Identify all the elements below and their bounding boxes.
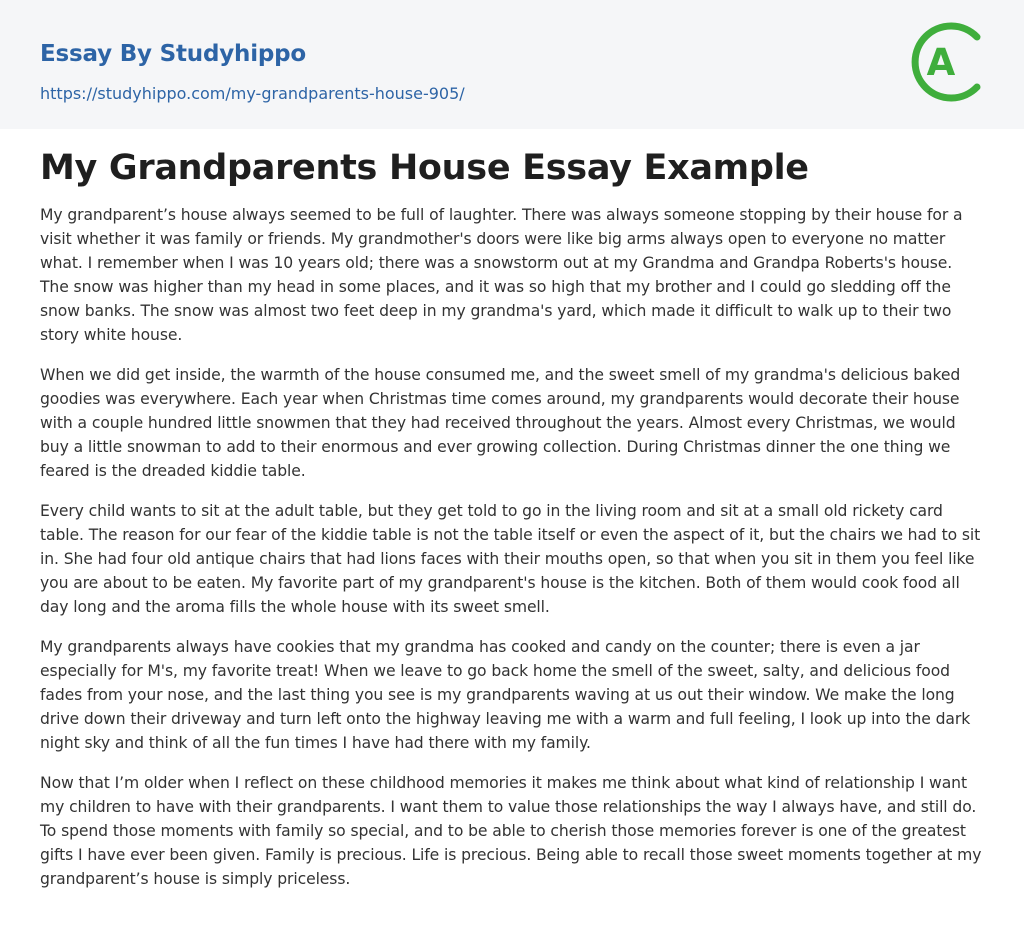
essay-paragraph-5: Now that I’m older when I reflect on these childhood memories it makes me think about what kind of relationship I want my children to have with their grandparents. I want them to value those relationships the way I always have, and still do. To spend those moments with family so special, and to be able to cherish those memories forever is one of the greatest gifts I have ever been given. Family is precious. Life is precious. Being able to recall those sweet moments together at my grandparent’s house is simply priceless. [40, 774, 982, 888]
essay-paragraph-1: My grandparent’s house always seemed to be full of laughter. There was always someone stopping by their house for a visit whether it was family or friends. My grandmother's doors were like big arms always open to everyone no matter what. I remember when I was 10 years old; there was a snowstorm out at my Grandma and Grandpa Roberts's house. The snow was higher than my head in some places, and it was so high that my brother and I could go sledding off the snow banks. The snow was almost two feet deep in my grandma's yard, which made it difficult to walk up to their two story white house. [40, 206, 963, 344]
logo-letter: A [926, 41, 956, 84]
essay-paragraph-2: When we did get inside, the warmth of the house consumed me, and the sweet smell of my grandma's delicious baked goodies was everywhere. Each year when Christmas time comes around, my grandparents would decorate their house with a couple hundred little snowmen that they had received throughout the years. Almost every Christmas, we would buy a little snowman to add to their enormous and ever growing collection. During Christmas dinner the one thing we feared is the dreaded kiddie table. [40, 366, 961, 480]
essay-title: My Grandparents House Essay Example [40, 148, 809, 188]
studyhippo-logo-icon[interactable] [911, 19, 987, 105]
essay-content [40, 145, 984, 891]
essay-paragraph-4: My grandparents always have cookies that my grandma has cooked and candy on the counter; there is even a jar especially for M's, my favorite treat! When we leave to go back home the smell of the sweet, salty, and delicious food fades from your nose, and the last thing you see is my grandparents waving at us out their window. We make the long drive down their driveway and turn left onto the highway leaving me with a warm and full feeling, I look up into the dark night sky and think of all the fun times I have had there with my family. [40, 638, 971, 752]
essay-paragraph-3: Every child wants to sit at the adult table, but they get told to go in the living room and sit at a small old rickety card table. The reason for our fear of the kiddie table is not the table itself or even the aspect of it, but the chairs we had to sit in. She had four old antique chairs that had lions faces with their mouths open, so that when you sit in them you feel like you are about to be eaten. My favorite part of my grandparent's house is the kitchen. Both of them would cook food all day long and the aroma fills the whole house with its sweet smell. [40, 502, 981, 616]
site-header [0, 0, 1024, 129]
essay-url-link[interactable]: https://studyhippo.com/my-grandparents-house-905/ [40, 84, 465, 103]
site-brand[interactable]: Essay By Studyhippo [40, 41, 307, 67]
